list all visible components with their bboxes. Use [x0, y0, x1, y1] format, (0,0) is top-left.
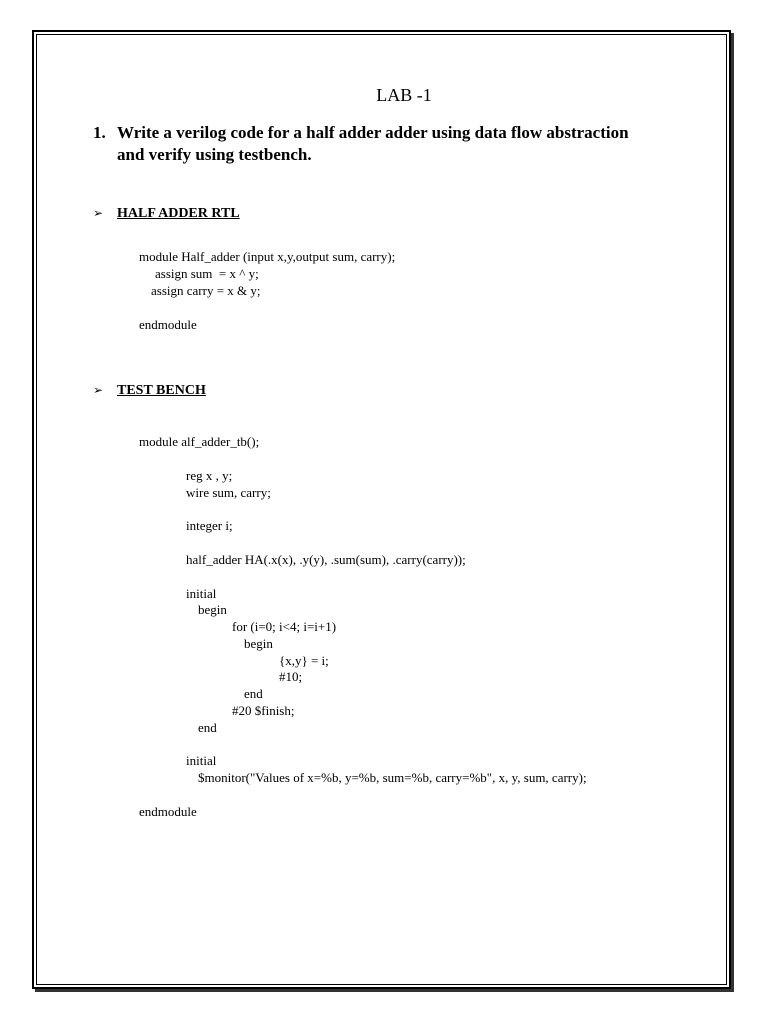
tb-code-line: #10;	[279, 669, 303, 684]
tb-code-line: begin	[244, 636, 273, 651]
tb-code-line: $monitor("Values of x=%b, y=%b, sum=%b, carry=%b", x, y, sum, carry);	[198, 770, 587, 785]
tb-code-line: begin	[198, 602, 227, 617]
tb-code-line: half_adder HA(.x(x), .y(y), .sum(sum), .carry(carry));	[186, 552, 466, 567]
tb-code-line: reg x , y;	[186, 468, 233, 483]
tb-code-line: {x,y} = i;	[279, 653, 329, 668]
rtl-code-line: module Half_adder (input x,y,output sum, carry);	[139, 249, 396, 264]
tb-code-line: integer i;	[186, 518, 233, 533]
rtl-code-line: assign carry = x & y;	[151, 283, 261, 298]
tb-code-line: wire sum, carry;	[186, 485, 271, 500]
tb-code-line: end	[198, 720, 217, 735]
section-title: TEST BENCH	[117, 383, 206, 398]
page-title: LAB -1	[376, 85, 432, 105]
rtl-code-line: endmodule	[139, 317, 197, 332]
section-heading-rtl	[93, 206, 240, 222]
tb-code-line: #20 $finish;	[232, 703, 295, 718]
section-title: HALF ADDER RTL	[117, 206, 240, 221]
question-line-2: and verify using testbench.	[117, 145, 312, 164]
question-number: 1.	[93, 123, 106, 142]
tb-code-line: initial	[186, 586, 217, 601]
tb-code-line: module alf_adder_tb();	[139, 434, 260, 449]
question	[93, 122, 693, 166]
tb-code-line: endmodule	[139, 804, 197, 819]
tb-code-line: initial	[186, 753, 217, 768]
arrow-bullet-icon: ➢	[93, 206, 104, 220]
page-border	[32, 30, 731, 989]
arrow-bullet-icon: ➢	[93, 383, 104, 397]
question-line-1: Write a verilog code for a half adder adder using data flow abstraction	[117, 123, 629, 142]
rtl-code-line: assign sum = x ^ y;	[155, 266, 259, 281]
tb-code-line: for (i=0; i<4; i=i+1)	[232, 619, 337, 634]
section-heading-testbench	[93, 383, 206, 399]
tb-code-line: end	[244, 686, 263, 701]
